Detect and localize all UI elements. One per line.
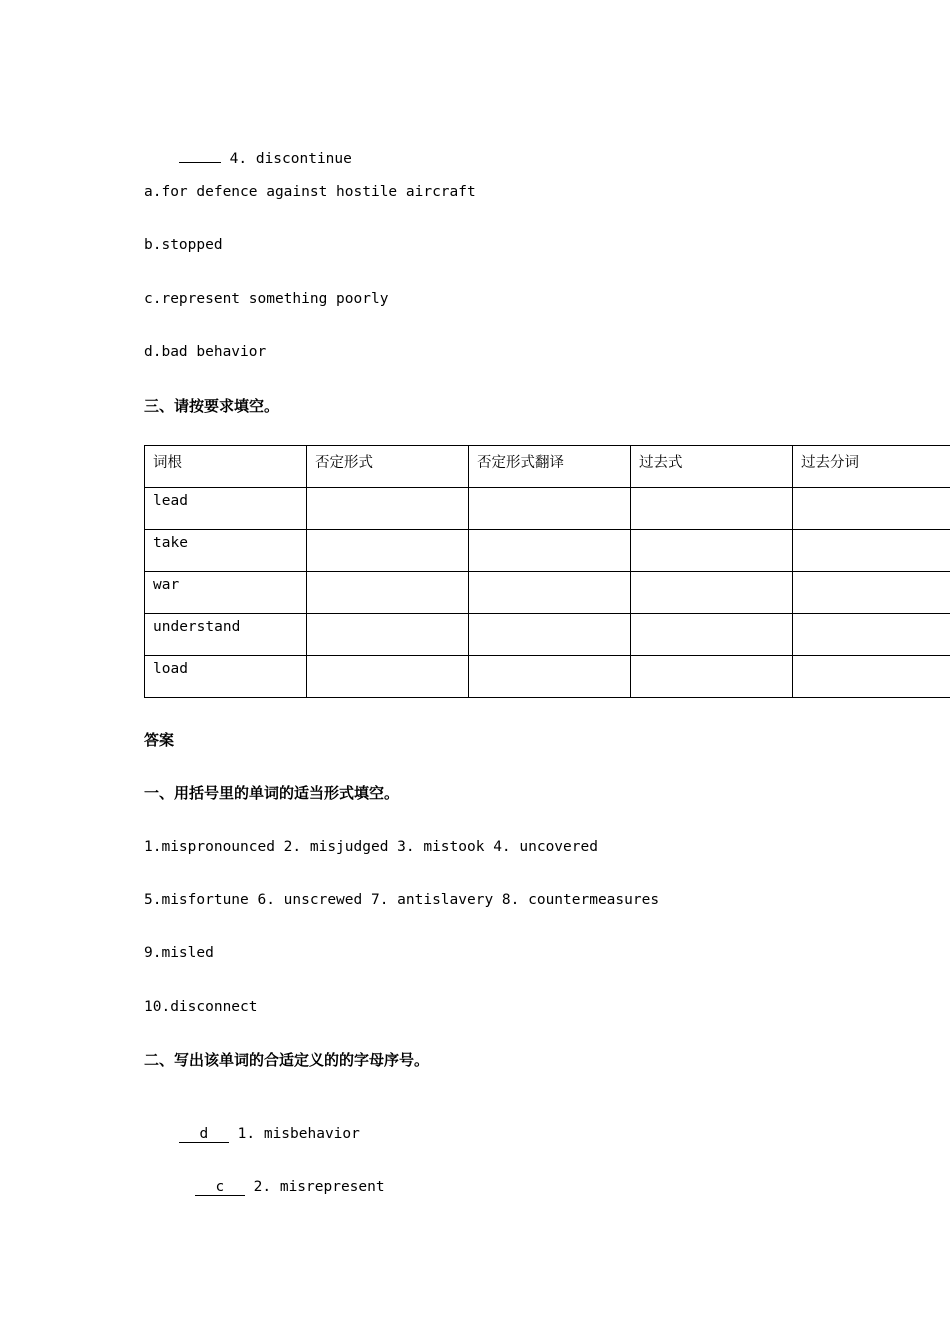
section-3-title: 三、请按要求填空。 bbox=[144, 397, 280, 415]
root-cell: lead bbox=[145, 488, 307, 530]
answer-line: 9.misled bbox=[144, 945, 214, 961]
answer-line: 10.disconnect bbox=[144, 999, 258, 1015]
header-cell: 过去式 bbox=[631, 446, 793, 488]
definition-c: c.represent something poorly bbox=[144, 291, 389, 307]
blank-cell[interactable] bbox=[793, 530, 950, 572]
answer-item-1 bbox=[144, 1104, 360, 1164]
table-row bbox=[145, 614, 950, 656]
blank-cell[interactable] bbox=[793, 656, 950, 698]
blank-cell[interactable] bbox=[631, 614, 793, 656]
definition-a: a.for defence against hostile aircraft bbox=[144, 184, 476, 200]
root-cell: war bbox=[145, 572, 307, 614]
answers-title: 答案 bbox=[144, 731, 175, 749]
blank-cell[interactable] bbox=[307, 488, 469, 530]
answer-item-2 bbox=[160, 1157, 385, 1217]
answer-blank bbox=[179, 162, 221, 163]
definition-b: b.stopped bbox=[144, 237, 223, 253]
answer-section-1-title: 一、用括号里的单词的适当形式填空。 bbox=[144, 784, 400, 802]
blank-cell[interactable] bbox=[469, 572, 631, 614]
word-root-table bbox=[144, 445, 950, 698]
blank-cell[interactable] bbox=[307, 572, 469, 614]
answer-item-text: 2. misrepresent bbox=[244, 1179, 385, 1195]
blank-cell[interactable] bbox=[793, 614, 950, 656]
blank-cell[interactable] bbox=[631, 572, 793, 614]
blank-cell[interactable] bbox=[469, 614, 631, 656]
blank-cell[interactable] bbox=[793, 488, 950, 530]
header-cell: 否定形式 bbox=[307, 446, 469, 488]
blank-cell[interactable] bbox=[307, 614, 469, 656]
root-cell: load bbox=[145, 656, 307, 698]
answer-line: 5.misfortune 6. unscrewed 7. antislavery 8. countermeasures bbox=[144, 892, 660, 908]
definition-d: d.bad behavior bbox=[144, 344, 267, 360]
header-cell: 过去分词 bbox=[793, 446, 950, 488]
table-row bbox=[145, 572, 950, 614]
blank-cell[interactable] bbox=[469, 530, 631, 572]
question-text: 4. discontinue bbox=[220, 151, 352, 167]
blank-cell[interactable] bbox=[307, 656, 469, 698]
answer-line: 1.mispronounced 2. misjudged 3. mistook 4. uncovered bbox=[144, 839, 598, 855]
blank-cell[interactable] bbox=[469, 656, 631, 698]
answer-section-2-title: 二、写出该单词的合适定义的的字母序号。 bbox=[144, 1051, 430, 1069]
root-cell: take bbox=[145, 530, 307, 572]
blank-cell[interactable] bbox=[631, 656, 793, 698]
blank-cell[interactable] bbox=[631, 530, 793, 572]
header-cell: 词根 bbox=[145, 446, 307, 488]
blank-cell[interactable] bbox=[469, 488, 631, 530]
root-cell: understand bbox=[145, 614, 307, 656]
table-header-row bbox=[145, 446, 950, 488]
blank-cell[interactable] bbox=[793, 572, 950, 614]
answer-letter: c bbox=[195, 1179, 245, 1196]
table-row bbox=[145, 656, 950, 698]
header-cell: 否定形式翻译 bbox=[469, 446, 631, 488]
answer-letter: d bbox=[179, 1126, 229, 1143]
table-row bbox=[145, 488, 950, 530]
blank-cell[interactable] bbox=[631, 488, 793, 530]
blank-cell[interactable] bbox=[307, 530, 469, 572]
table-row bbox=[145, 530, 950, 572]
answer-item-text: 1. misbehavior bbox=[228, 1126, 360, 1142]
question-item-4 bbox=[144, 129, 352, 189]
